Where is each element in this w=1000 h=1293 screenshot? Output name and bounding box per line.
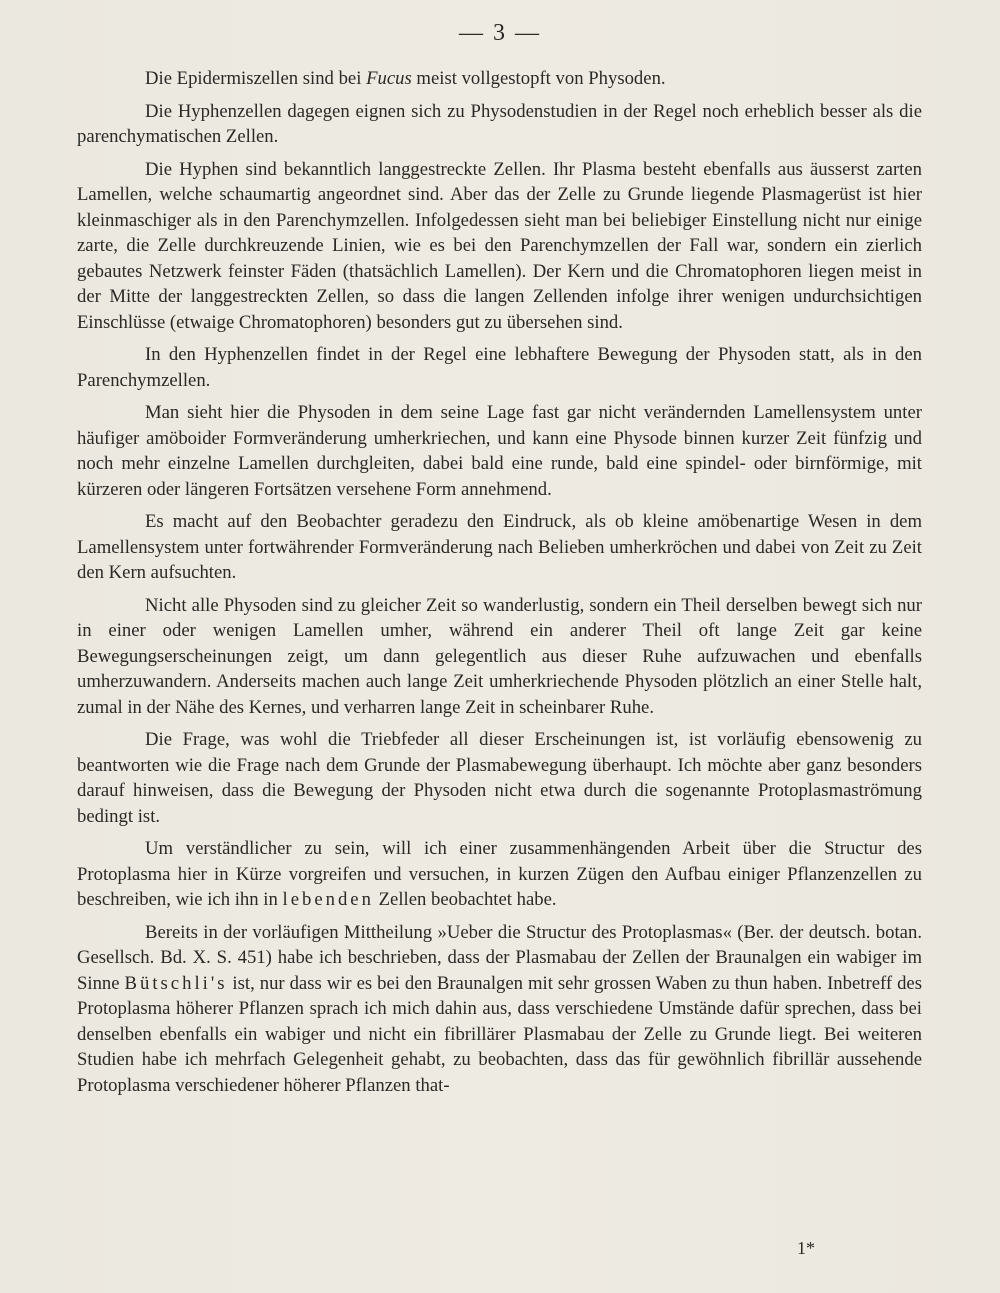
paragraph (77, 593, 922, 721)
text-run: Bereits in der vorläufigen Mittheilung »Ueber die Structur des Protoplasmas« (Ber. der deutsch. botan. Gesellsch. Bd. X. S. 451) habe ich beschrieben, dass der Plasmabau der Zellen der Braunalgen ein wabiger im Sinne (77, 921, 922, 994)
text-run: Nicht alle Physoden sind zu gleicher Zeit so wanderlustig, sondern ein Theil derselben bewegt sich nur in einer oder wenigen Lamellen umher, während ein anderer Theil oft lange Zeit gar keine Bewegungserscheinungen zeigt, um dann gelegentlich aus dieser Ruhe aufzuwachen und ebenfalls umherzuwandern. Anderseits machen auch lange Zeit umherkriechende Physoden plötzlich an einer Stelle halt, zumal in der Nähe des Kernes, und verharren lange Zeit in scheinbarer Ruhe. (77, 594, 922, 718)
printer-signature: 1* (797, 1238, 815, 1258)
italic-text: Fucus (366, 68, 412, 89)
page-number: — 3 — (459, 20, 541, 46)
text-run: Die Hyphen sind bekanntlich langgestreckte Zellen. Ihr Plasma besteht ebenfalls aus äusserst zarten Lamellen, welche schaumartig angeordnet sind. Aber das der Zelle zu Grunde liegende Plasmagerüst ist hier kleinmaschiger als in den Parenchymzellen. Infolgedessen sieht man bei beliebiger Einstellung nicht nur einige zarte, die Zelle durchkreuzende Linien, wie es bei den Parenchymzellen der Fall war, sondern ein zierlich gebautes Netzwerk feinster Fäden (thatsächlich Lamellen). Der Kern und die Chromatophoren liegen meist in der Mitte der langgestreckten Zellen, so dass die langen Zellenden infolge ihrer wenigen undurchsichtigen Einschlüsse (etwaige Chromatophoren) besonders gut zu übersehen sind. (77, 158, 922, 333)
paragraph (77, 342, 922, 393)
text-run: Man sieht hier die Physoden in dem seine Lage fast gar nicht verändernden Lamellensystem unter häufiger amöboider Formveränderung umherkriechen, und kann eine Physode binnen kurzer Zeit fünfzig und noch mehr einzelne Lamellen durchgleiten, dabei bald eine runde, bald eine spindel- oder birnförmige, mit kürzeren oder längeren Fortsätzen versehene Form annehmend. (77, 402, 922, 500)
body-text (77, 66, 922, 1105)
text-run: Es macht auf den Beobachter geradezu den Eindruck, als ob kleine amöbenartige Wesen in dem Lamellensystem unter fortwährender Formveränderung nach Belieben umherkröchen und dabei von Zeit zu Zeit den Kern aufsuchten. (77, 511, 922, 583)
paragraph (77, 727, 922, 829)
text-run: Zellen beobachtet habe. (373, 889, 557, 910)
text-run: meist vollgestopft von Physoden. (411, 68, 666, 89)
text-run: Die Epidermiszellen sind bei (145, 68, 367, 89)
text-run: Die Hyphenzellen dagegen eignen sich zu Physodenstudien in der Regel noch erheblich besser als die parenchymatischen Zellen. (77, 100, 922, 147)
text-run: Um verständlicher zu sein, will ich einer zusammenhängenden Arbeit über die Structur des Protoplasma hier in Kürze vorgreifen und versuchen, in kurzen Zügen den Aufbau einiger Pflanzenzellen zu beschreiben, wie ich ihn in (77, 838, 922, 910)
text-run: Die Frage, was wohl die Triebfeder all dieser Erscheinungen ist, ist vorläufig ebensowenig zu beantworten wie die Frage nach dem Grunde der Plasmabewegung überhaupt. Ich möchte aber ganz besonders darauf hinweisen, dass die Bewegung der Physoden nicht etwa durch die sogenannte Protoplasmaströmung bedingt ist. (77, 729, 922, 827)
paragraph (77, 400, 922, 502)
paragraph (77, 99, 922, 150)
text-run: In den Hyphenzellen findet in der Regel eine lebhaftere Bewegung der Physoden statt, als in den Parenchymzellen. (77, 344, 922, 391)
paragraph (77, 509, 922, 586)
text-run: ist, nur dass wir es bei den Braunalgen mit sehr grossen Waben zu thun haben. Inbetreff des Protoplasma höherer Pflanzen sprach ich mich dahin aus, dass verschiedene Umstände dafür sprechen, dass bei denselben ebenfalls ein wabiger und nicht ein fibrillärer Plasmabau der Zelle zu Grunde liegt. Bei weiteren Studien habe ich mehrfach Gelegenheit gehabt, zu beobachten, dass das für gewöhnlich fibrillär aussehende Protoplasma verschiedener höherer Pflanzen that- (77, 972, 922, 1096)
paragraph (77, 66, 922, 92)
spaced-emphasis-text: lebenden (282, 889, 374, 910)
spaced-emphasis-text: Bütschli's (124, 972, 228, 994)
paragraph (77, 920, 922, 1099)
paragraph (77, 157, 922, 336)
paragraph (77, 836, 922, 913)
